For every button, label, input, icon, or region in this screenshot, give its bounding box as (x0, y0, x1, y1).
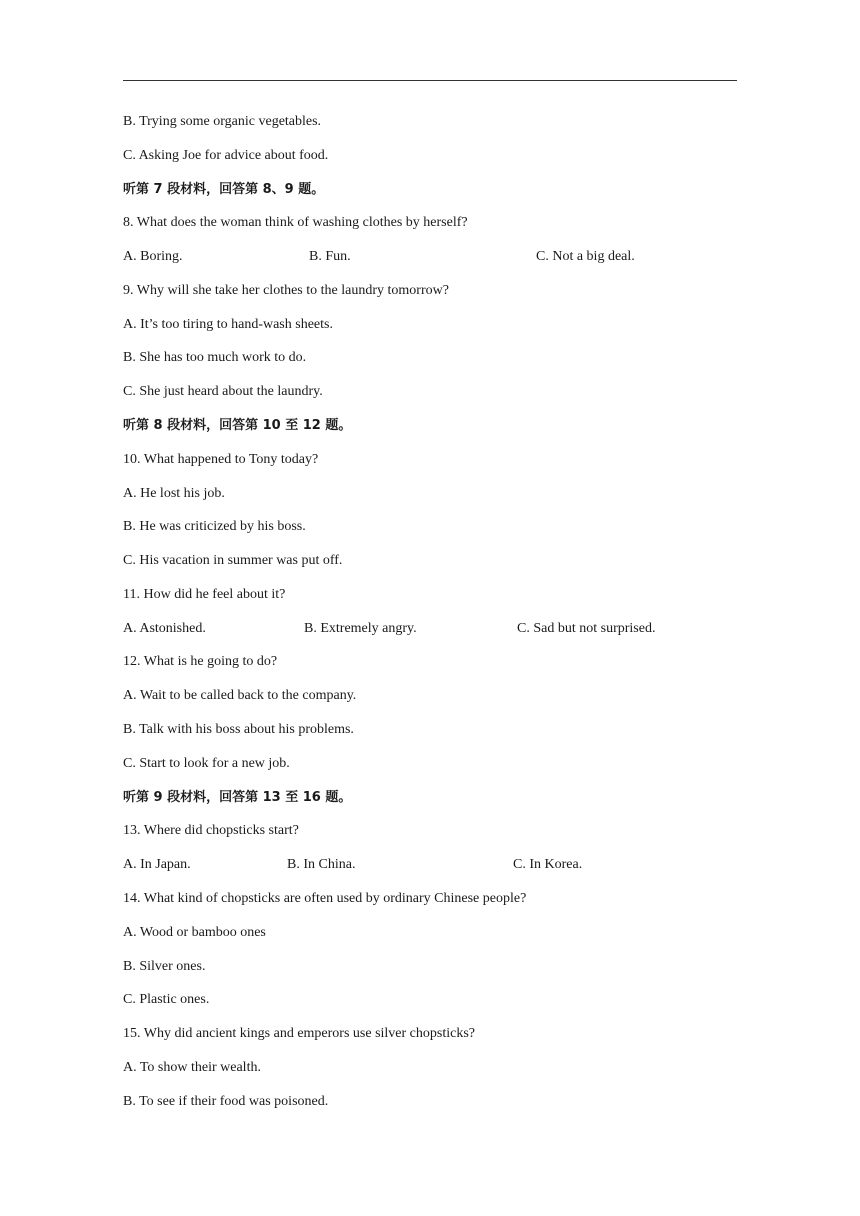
question-15-option-a: A. To show their wealth. (123, 1060, 261, 1075)
question-10-option-c: C. His vacation in summer was put off. (123, 553, 343, 568)
question-9: 9. Why will she take her clothes to the laundry tomorrow? (123, 283, 449, 298)
question-9-option-a: A. It’s too tiring to hand-wash sheets. (123, 317, 333, 332)
question-14-option-c: C. Plastic ones. (123, 992, 210, 1007)
question-11-option-c: C. Sad but not surprised. (517, 621, 656, 636)
question-12-option-b: B. Talk with his boss about his problems. (123, 722, 354, 737)
section-9-heading: 听第 9 段材料，回答第 13 至 16 题。 (123, 790, 352, 805)
option-c-q7: C. Asking Joe for advice about food. (123, 148, 329, 163)
question-8-option-c: C. Not a big deal. (536, 249, 635, 264)
question-13-option-b: B. In China. (287, 857, 356, 872)
question-12-option-c: C. Start to look for a new job. (123, 756, 290, 771)
question-10-option-b: B. He was criticized by his boss. (123, 519, 306, 534)
question-9-option-b: B. She has too much work to do. (123, 350, 307, 365)
question-14-option-a: A. Wood or bamboo ones (123, 925, 266, 940)
question-8-option-b: B. Fun. (309, 249, 351, 264)
question-13-option-c: C. In Korea. (513, 857, 583, 872)
question-14-option-b: B. Silver ones. (123, 959, 206, 974)
question-11-option-b: B. Extremely angry. (304, 621, 417, 636)
question-13: 13. Where did chopsticks start? (123, 823, 299, 838)
question-12: 12. What is he going to do? (123, 654, 278, 669)
question-13-option-a: A. In Japan. (123, 857, 191, 872)
header-rule (123, 80, 737, 81)
question-14: 14. What kind of chopsticks are often used by ordinary Chinese people? (123, 891, 527, 906)
question-11: 11. How did he feel about it? (123, 587, 286, 602)
question-12-option-a: A. Wait to be called back to the company. (123, 688, 357, 703)
question-11-option-a: A. Astonished. (123, 621, 206, 636)
question-10: 10. What happened to Tony today? (123, 452, 319, 467)
question-15: 15. Why did ancient kings and emperors use silver chopsticks? (123, 1026, 475, 1041)
question-8: 8. What does the woman think of washing clothes by herself? (123, 215, 468, 230)
option-b-q7: B. Trying some organic vegetables. (123, 114, 322, 129)
question-9-option-c: C. She just heard about the laundry. (123, 384, 323, 399)
section-8-heading: 听第 8 段材料，回答第 10 至 12 题。 (123, 418, 352, 433)
question-8-option-a: A. Boring. (123, 249, 183, 264)
section-7-heading: 听第 7 段材料，回答第 8、9 题。 (123, 182, 325, 197)
question-10-option-a: A. He lost his job. (123, 486, 225, 501)
question-15-option-b: B. To see if their food was poisoned. (123, 1094, 329, 1109)
